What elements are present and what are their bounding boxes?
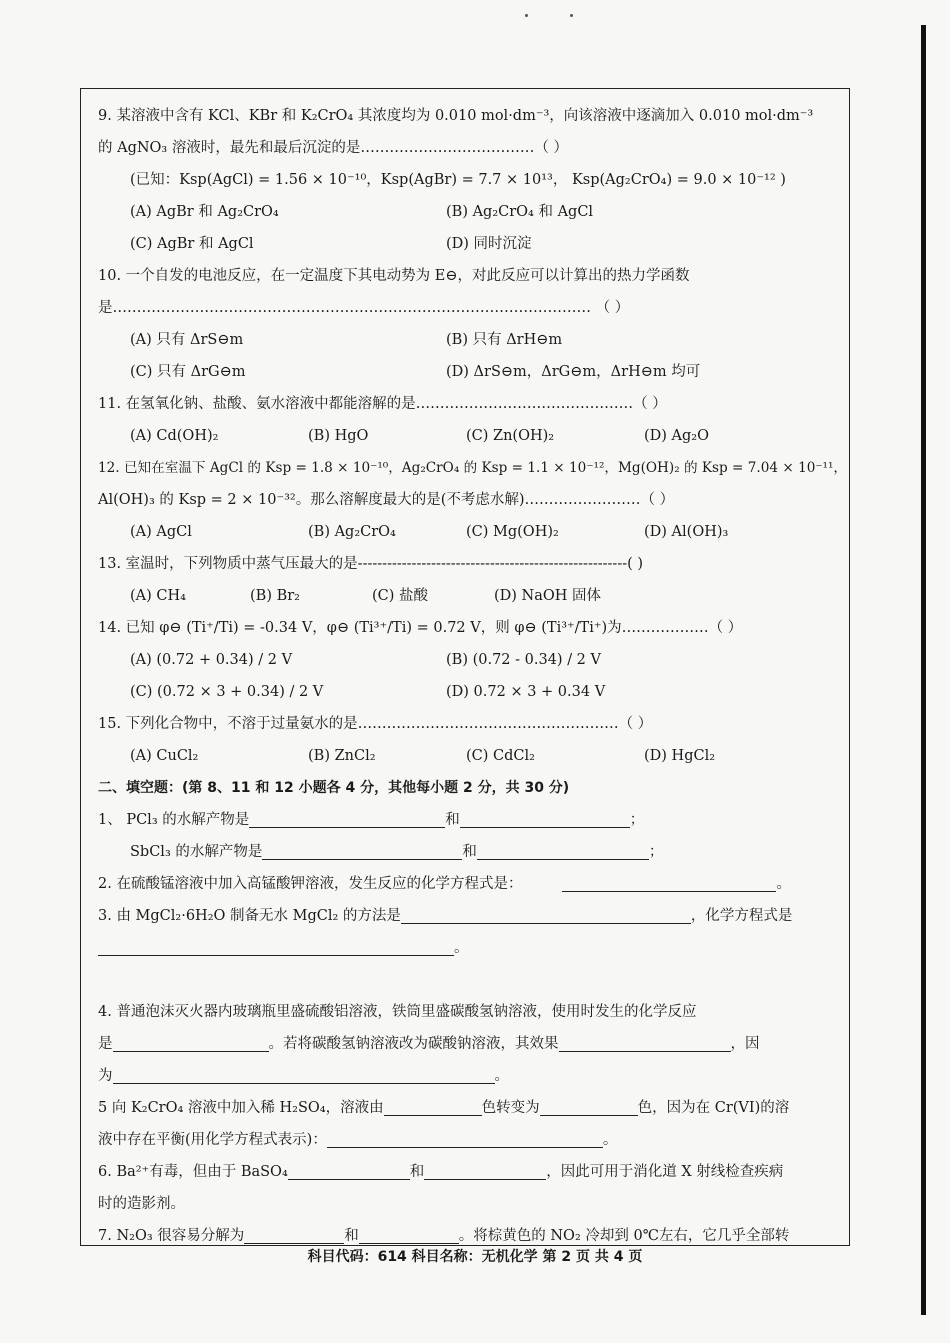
f3-line2	[98, 932, 846, 964]
f6-p2: 和	[409, 1164, 425, 1180]
f1-and: 和	[462, 844, 477, 860]
q12-line2: Al(OH)₃ 的 Ksp = 2 × 10⁻³²。那么溶解度最大的是(不考虑水解)……………………（ ）	[98, 492, 675, 508]
q12-option-c: (C) Mg(OH)₂	[466, 524, 559, 540]
f2-end: 。	[776, 876, 791, 892]
f7-p3: 。将棕黄色的 NO₂ 冷却到 0℃左右，它几乎全部转	[458, 1228, 790, 1244]
f3-line1	[98, 900, 846, 932]
answer-blank[interactable]	[327, 1129, 603, 1148]
q10-options-row1	[98, 324, 846, 356]
section-title: 二、填空题：(第 8、11 和 12 小题各 4 分，其他每小题 2 分，共 30 分)	[98, 780, 570, 796]
q14-option-b: (B) (0.72 - 0.34) / 2 V	[446, 652, 601, 668]
q10-line1: 10. 一个自发的电池反应，在一定温度下其电动势为 E⊖，对此反应可以计算出的热力学函数	[98, 268, 690, 284]
answer-blank[interactable]	[262, 841, 462, 860]
q10-option-b: (B) 只有 ΔrH⊖m	[446, 332, 563, 348]
q12-line1: 12. 已知在室温下 AgCl 的 Ksp = 1.8 × 10⁻¹⁰，Ag₂CrO₄ 的 Ksp = 1.1 × 10⁻¹²，Mg(OH)₂ 的 Ksp = 7.04 × 10⁻¹¹，	[98, 460, 848, 476]
answer-blank[interactable]	[424, 1161, 546, 1180]
f4-line3	[98, 1060, 846, 1092]
answer-blank[interactable]	[384, 1097, 482, 1116]
q9-line2: 的 AgNO₃ 溶液时，最先和最后沉淀的是………………………………（ ）	[98, 140, 568, 156]
answer-blank[interactable]	[113, 1033, 269, 1052]
q11-option-b: (B) HgO	[308, 428, 369, 444]
f6-line1	[98, 1156, 846, 1188]
q13-option-b: (B) Br₂	[250, 588, 300, 604]
f6-line2: 时的造影剂。	[98, 1196, 185, 1212]
q10-option-a: (A) 只有 ΔrS⊖m	[130, 332, 244, 348]
f5-p1: 5 向 K₂CrO₄ 溶液中加入稀 H₂SO₄，溶液由	[98, 1100, 384, 1116]
f6-p3: ，因此可用于消化道 X 射线检查疾病	[546, 1164, 784, 1180]
q13-line1: 13. 室温时，下列物质中蒸气压最大的是-------------------------------------------------------( )	[98, 556, 644, 572]
q10-line2: 是……………………………………………………………………………………… （ ）	[98, 300, 630, 316]
q15-option-a: (A) CuCl₂	[130, 748, 199, 764]
f4-p4: 为	[98, 1068, 113, 1084]
q12-option-d: (D) Al(OH)₃	[644, 524, 729, 540]
q11-option-a: (A) Cd(OH)₂	[130, 428, 219, 444]
f5-line1	[98, 1092, 846, 1124]
q13-option-c: (C) 盐酸	[372, 588, 429, 604]
f3-mid: ，化学方程式是	[690, 908, 793, 924]
scan-speck	[570, 14, 573, 17]
f1-end: ；	[629, 812, 645, 828]
f2-line	[98, 868, 846, 900]
q15-option-c: (C) CdCl₂	[466, 748, 535, 764]
f1-line1	[98, 804, 846, 836]
answer-blank[interactable]	[359, 1225, 459, 1244]
f3-end: 。	[454, 940, 469, 956]
answer-blank[interactable]	[401, 905, 691, 924]
answer-blank[interactable]	[98, 937, 454, 956]
f5-line2	[98, 1124, 846, 1156]
q14-line1: 14. 已知 φ⊖ (Ti⁺/Ti) = -0.34 V，φ⊖ (Ti³⁺/Ti) = 0.72 V，则 φ⊖ (Ti³⁺/Ti⁺)为………………（ ）	[98, 620, 743, 636]
exam-content	[98, 100, 846, 1252]
f1-end: ；	[648, 844, 664, 860]
scan-edge	[921, 25, 926, 1315]
f5-p3: 色，因为在 Cr(VI)的溶	[637, 1100, 790, 1116]
q11-option-d: (D) Ag₂O	[644, 428, 710, 444]
f4-p1: 是	[98, 1036, 113, 1052]
q9-option-d: (D) 同时沉淀	[446, 236, 532, 252]
f7-p2: 和	[344, 1228, 359, 1244]
answer-blank[interactable]	[562, 873, 776, 892]
q14-option-c: (C) (0.72 × 3 + 0.34) / 2 V	[130, 684, 324, 700]
answer-blank[interactable]	[249, 809, 445, 828]
answer-blank[interactable]	[460, 809, 630, 828]
answer-blank[interactable]	[244, 1225, 344, 1244]
f4-p5: 。	[494, 1068, 509, 1084]
q14-options-row2	[98, 676, 846, 708]
q9-line1: 9. 某溶液中含有 KCl、KBr 和 K₂CrO₄ 其浓度均为 0.010 mol·dm⁻³，向该溶液中逐滴加入 0.010 mol·dm⁻³	[98, 108, 814, 124]
q10-option-c: (C) 只有 ΔrG⊖m	[130, 364, 246, 380]
f4-line2	[98, 1028, 846, 1060]
answer-blank[interactable]	[288, 1161, 410, 1180]
q9-option-a: (A) AgBr 和 Ag₂CrO₄	[130, 204, 279, 220]
f7-p1: 7. N₂O₃ 很容易分解为	[98, 1228, 245, 1244]
f5-p5: 。	[602, 1132, 618, 1148]
q9-option-c: (C) AgBr 和 AgCl	[130, 236, 254, 252]
answer-blank[interactable]	[113, 1065, 495, 1084]
q12-option-a: (A) AgCl	[130, 524, 192, 540]
q14-option-d: (D) 0.72 × 3 + 0.34 V	[446, 684, 606, 700]
q10-option-d: (D) ΔrS⊖m，ΔrG⊖m，ΔrH⊖m 均可	[446, 364, 701, 380]
q15-option-d: (D) HgCl₂	[644, 748, 716, 764]
q9-given: (已知：Ksp(AgCl) = 1.56 × 10⁻¹⁰，Ksp(AgBr) = 7.7 × 10¹³， Ksp(Ag₂CrO₄) = 9.0 × 10⁻¹² )	[130, 172, 786, 188]
f1-line2	[98, 836, 846, 868]
f1-and: 和	[445, 812, 460, 828]
f4-p3: ，因	[730, 1036, 760, 1052]
answer-blank[interactable]	[477, 841, 649, 860]
f1-a-label: 1、 PCl₃ 的水解产物是	[98, 812, 250, 828]
q11-line1: 11. 在氢氧化钠、盐酸、氨水溶液中都能溶解的是………………………………………（ ）	[98, 396, 667, 412]
f3-text: 3. 由 MgCl₂·6H₂O 制备无水 MgCl₂ 的方法是	[98, 908, 401, 924]
q9-options-row2	[98, 228, 846, 260]
page-footer: 科目代码：614 科目名称：无机化学 第 2 页 共 4 页	[307, 1249, 643, 1265]
answer-blank[interactable]	[559, 1033, 731, 1052]
q13-options	[98, 580, 846, 612]
f4-line1: 4. 普通泡沫灭火器内玻璃瓶里盛硫酸铝溶液，铁筒里盛碳酸氢钠溶液，使用时发生的化学反应	[98, 1004, 697, 1020]
q11-option-c: (C) Zn(OH)₂	[466, 428, 555, 444]
answer-blank[interactable]	[540, 1097, 638, 1116]
q15-line1: 15. 下列化合物中，不溶于过量氨水的是………………………………………………（ ）	[98, 716, 653, 732]
q14-options-row1	[98, 644, 846, 676]
q9-option-b: (B) Ag₂CrO₄ 和 AgCl	[446, 204, 594, 220]
f5-p4: 液中存在平衡(用化学方程式表示)：	[98, 1132, 327, 1148]
q15-options	[98, 740, 846, 772]
q13-option-d: (D) NaOH 固体	[494, 588, 602, 604]
q10-options-row2	[98, 356, 846, 388]
q15-option-b: (B) ZnCl₂	[308, 748, 376, 764]
q9-options-row1	[98, 196, 846, 228]
q12-option-b: (B) Ag₂CrO₄	[308, 524, 396, 540]
f6-p1: 6. Ba²⁺有毒，但由于 BaSO₄	[98, 1164, 288, 1180]
spacer	[98, 964, 846, 996]
f2-text: 2. 在硫酸锰溶液中加入高锰酸钾溶液，发生反应的化学方程式是：	[98, 876, 523, 892]
f5-p2: 色转变为	[481, 1100, 540, 1116]
q14-option-a: (A) (0.72 + 0.34) / 2 V	[130, 652, 293, 668]
scan-speck	[525, 14, 528, 17]
f4-p2: 。若将碳酸氢钠溶液改为碳酸钠溶液，其效果	[268, 1036, 559, 1052]
f1-b-label: SbCl₃ 的水解产物是	[130, 844, 263, 860]
q12-options	[98, 516, 846, 548]
q13-option-a: (A) CH₄	[130, 588, 186, 604]
q11-options	[98, 420, 846, 452]
